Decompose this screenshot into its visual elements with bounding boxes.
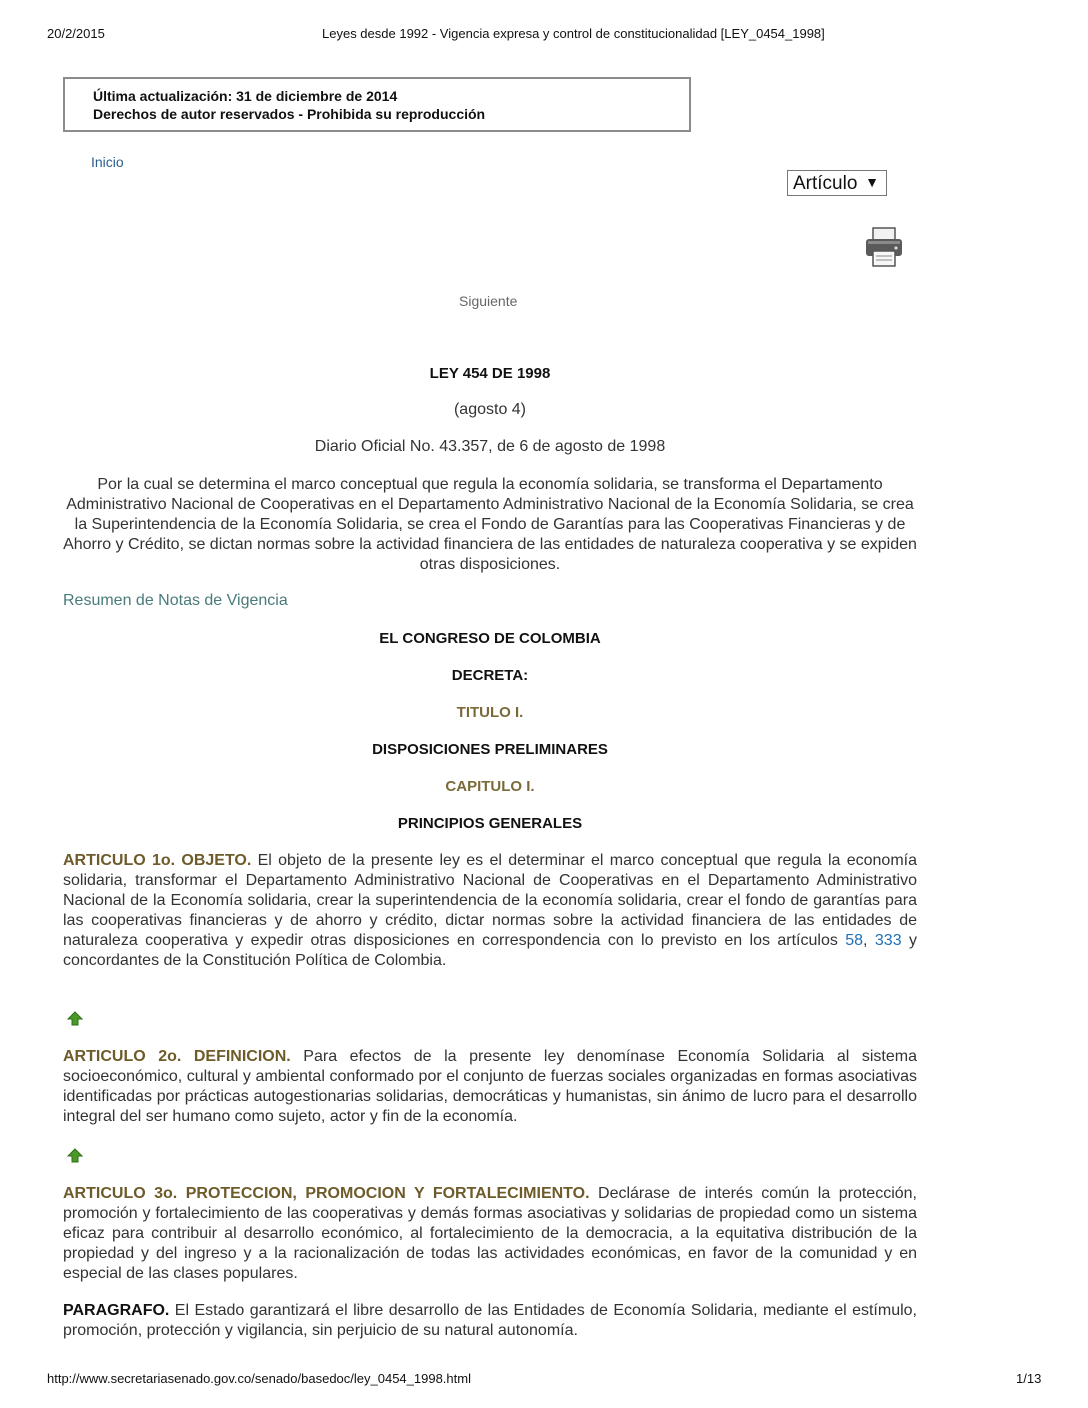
- up-arrow-icon[interactable]: [66, 1010, 84, 1028]
- paragrafo-heading: PARAGRAFO.: [63, 1302, 170, 1319]
- resumen-notas-link[interactable]: Resumen de Notas de Vigencia: [63, 592, 288, 609]
- printer-icon[interactable]: [864, 226, 904, 268]
- article-2-text: Para efectos de la presente ley denomínase Economía Solidaria al sistema socioeconómico, cultural y ambiental conformado por el conjunto de fuerzas sociales organizadas en formas asociativas identificadas por prácticas autogestionarias solidarias, democráticas y humanistas, sin ánimo de lucro para el desarrollo integral del ser humano como sujeto, actor y fin de la economía.: [63, 1048, 917, 1125]
- paragrafo-text: El Estado garantizará el libre desarrollo de las Entidades de Economía Solidaria, mediante el estímulo, promoción, protección y vigilancia, sin perjuicio de su natural autonomía.: [63, 1302, 917, 1339]
- print-date: 20/2/2015: [47, 26, 105, 41]
- update-notice: [63, 77, 691, 132]
- article-select-value: Artículo: [793, 173, 858, 194]
- print-title: Leyes desde 1992 - Vigencia expresa y control de constitucionalidad [LEY_0454_1998]: [322, 26, 825, 41]
- article-2-heading: ARTICULO 2o. DEFINICION.: [63, 1048, 291, 1065]
- article-1-text: El objeto de la presente ley es el determinar el marco conceptual que regula la economía solidaria, transformar el Departamento Administrativo Nacional de Cooperativas en el Departamento Administrativo Nacional de la Economía solidaria, crear la superintendencia de la economía solidaria, crear el fondo de garantías para las cooperativas financieras y de ahorro y crédito, dictar normas sobre la actividad financiera de las entidades de naturaleza cooperativa y expedir otras disposiciones en correspondencia con lo previsto en los artículos: [63, 852, 917, 949]
- constitution-link-333[interactable]: 333: [874, 932, 902, 949]
- law-date: (agosto 4): [453, 401, 527, 418]
- article-3-text: Declárase de interés común la protección, promoción y fortalecimiento de las cooperativas y demás formas asociativas y solidarias de propiedad como un sistema eficaz para contribuir al desarrollo económico, al fortalecimiento de la democracia, a la equitativa distribución de la propiedad y del ingreso y a la racionalización de todas las actividades económicas, en favor de la comunidad y en especial de las clases populares.: [63, 1185, 917, 1282]
- diario-oficial: Diario Oficial No. 43.357, de 6 de agosto de 1998: [314, 438, 666, 455]
- article-2: [63, 1047, 917, 1127]
- capitulo-heading: CAPITULO I.: [445, 778, 535, 795]
- congreso-heading: EL CONGRESO DE COLOMBIA: [379, 630, 601, 647]
- print-url: http://www.secretariasenado.gov.co/senado/basedoc/ley_0454_1998.html: [47, 1371, 471, 1386]
- page-number: 1/13: [1016, 1371, 1042, 1386]
- notice-update-line: Última actualización: 31 de diciembre de 2014: [93, 88, 398, 104]
- law-title: LEY 454 DE 1998: [429, 365, 551, 382]
- law-summary: Por la cual se determina el marco conceptual que regula la economía solidaria, se transforma el Departamento Administrativo Nacional de Cooperativas en el Departamento Administrativo Nacional de la Economía Solidaria, se crea la Superintendencia de la Economía Solidaria, se crea el Fondo de Garantías para las Cooperativas Financieras y de Ahorro y Crédito, se dictan normas sobre la actividad financiera de las entidades de naturaleza cooperativa y se expiden otras disposiciones.: [63, 476, 917, 573]
- siguiente-link[interactable]: Siguiente: [459, 293, 518, 309]
- article-1-sep: ,: [863, 932, 875, 949]
- inicio-link[interactable]: Inicio: [91, 154, 124, 170]
- paragrafo: [63, 1301, 917, 1341]
- constitution-link-58[interactable]: 58: [845, 932, 864, 949]
- article-3-heading: ARTICULO 3o. PROTECCION, PROMOCION Y FORTALECIMIENTO.: [63, 1185, 590, 1202]
- chevron-down-icon: ▼: [865, 174, 879, 190]
- article-1-tail: y concordantes de la Constitución Política de Colombia.: [63, 932, 918, 969]
- notice-copyright-line: Derechos de autor reservados - Prohibida su reproducción: [93, 106, 486, 122]
- titulo-name: DISPOSICIONES PRELIMINARES: [372, 741, 608, 758]
- article-1-heading: ARTICULO 1o. OBJETO.: [63, 852, 252, 869]
- up-arrow-icon[interactable]: [66, 1147, 84, 1165]
- article-1: [63, 851, 917, 971]
- titulo-heading: TITULO I.: [456, 704, 524, 721]
- decreta-heading: DECRETA:: [451, 667, 529, 684]
- capitulo-name: PRINCIPIOS GENERALES: [397, 815, 583, 832]
- article-3: [63, 1184, 917, 1284]
- article-select[interactable]: [787, 170, 887, 196]
